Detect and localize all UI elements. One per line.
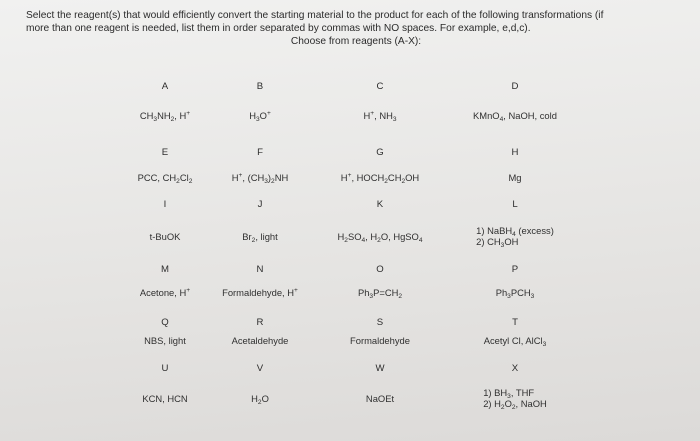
reagent-letter-p: P — [511, 264, 519, 275]
reagent-name-f: H+, $(CH_3)_2NH$ — [231, 172, 289, 185]
reagent-name-n: Formaldehyde, H+ — [222, 287, 298, 298]
instructions — [26, 9, 686, 48]
instructions-line-2: more than one reagent is needed, list them in order separated by commas with NO spaces. For example, e,d,c). — [26, 23, 531, 34]
reagent-name-j: $Br_2$, light — [242, 231, 278, 244]
reagent-name-b: $H_3O^+$ — [249, 110, 271, 123]
reagent-letter-o: O — [376, 264, 384, 275]
reagent-letter-m: M — [161, 264, 169, 275]
reagent-name-x: 1) $BH_3$, THF 2) $H_2O_2$, NaOH — [483, 387, 547, 411]
reagent-letter-g: G — [376, 147, 384, 158]
reagent-name-r: Acetaldehyde — [231, 335, 289, 346]
reagent-name-k: $H_2SO_4$, $H_2O$, HgSO$_4$ — [337, 231, 423, 244]
reagent-letter-f: F — [257, 147, 263, 158]
reagent-letter-n: N — [256, 264, 264, 275]
reagent-name-m: Acetone, H+ — [139, 287, 191, 298]
reagent-letter-i: I — [163, 199, 167, 210]
reagent-name-i: t-BuOK — [149, 231, 181, 242]
reagent-name-c: H+, $NH_3$ — [363, 110, 397, 123]
reagent-letter-s: S — [376, 317, 384, 328]
reagent-name-t: Acetyl Cl, AlCl$_3$ — [483, 335, 547, 348]
reagent-letter-a: A — [161, 81, 169, 92]
reagent-letter-e: E — [161, 147, 169, 158]
reagent-letter-l: L — [512, 199, 518, 210]
reagent-letter-r: R — [256, 317, 264, 328]
reagent-letter-k: K — [376, 199, 384, 210]
reagent-name-g: H+, $HOCH_2CH_2OH$ — [340, 172, 420, 185]
reagent-name-p: $Ph_3PCH_3$ — [495, 287, 535, 300]
reagent-name-l: 1) NaBH$_4$ (excess) 2) $CH_3OH$ — [476, 225, 554, 249]
reagent-name-o: $Ph_3P=CH_2$ — [357, 287, 403, 300]
reagent-letter-u: U — [161, 363, 169, 374]
reagent-letter-t: T — [512, 317, 518, 328]
reagent-name-e: PCC, $CH_2Cl_2$ — [137, 172, 193, 185]
reagent-name-d: KMnO$_4$, NaOH, cold — [473, 110, 557, 123]
choose-reagents-heading: Choose from reagents (A-X): — [290, 36, 422, 47]
reagent-name-u: KCN, HCN — [142, 393, 188, 404]
reagent-letter-b: B — [256, 81, 264, 92]
reagent-name-w: NaOEt — [365, 393, 395, 404]
reagent-name-v: $H_2O$ — [251, 393, 269, 406]
reagent-letter-c: C — [376, 81, 384, 92]
reagent-name-h: Mg — [508, 172, 522, 183]
reagent-name-a: $CH_3NH_2$, H+ — [139, 110, 191, 123]
instructions-line-1: Select the reagent(s) that would efficiently convert the starting material to the product for each of the following transformations (if — [26, 10, 604, 21]
reagent-letter-d: D — [511, 81, 519, 92]
reagent-letter-j: J — [257, 199, 263, 210]
reagent-letter-q: Q — [161, 317, 169, 328]
reagent-name-s: Formaldehyde — [350, 335, 410, 346]
reagent-name-q: NBS, light — [144, 335, 186, 346]
reagent-letter-v: V — [256, 363, 264, 374]
reagent-letter-x: X — [511, 363, 519, 374]
reagent-letter-h: H — [511, 147, 519, 158]
reagent-letter-w: W — [375, 363, 385, 374]
